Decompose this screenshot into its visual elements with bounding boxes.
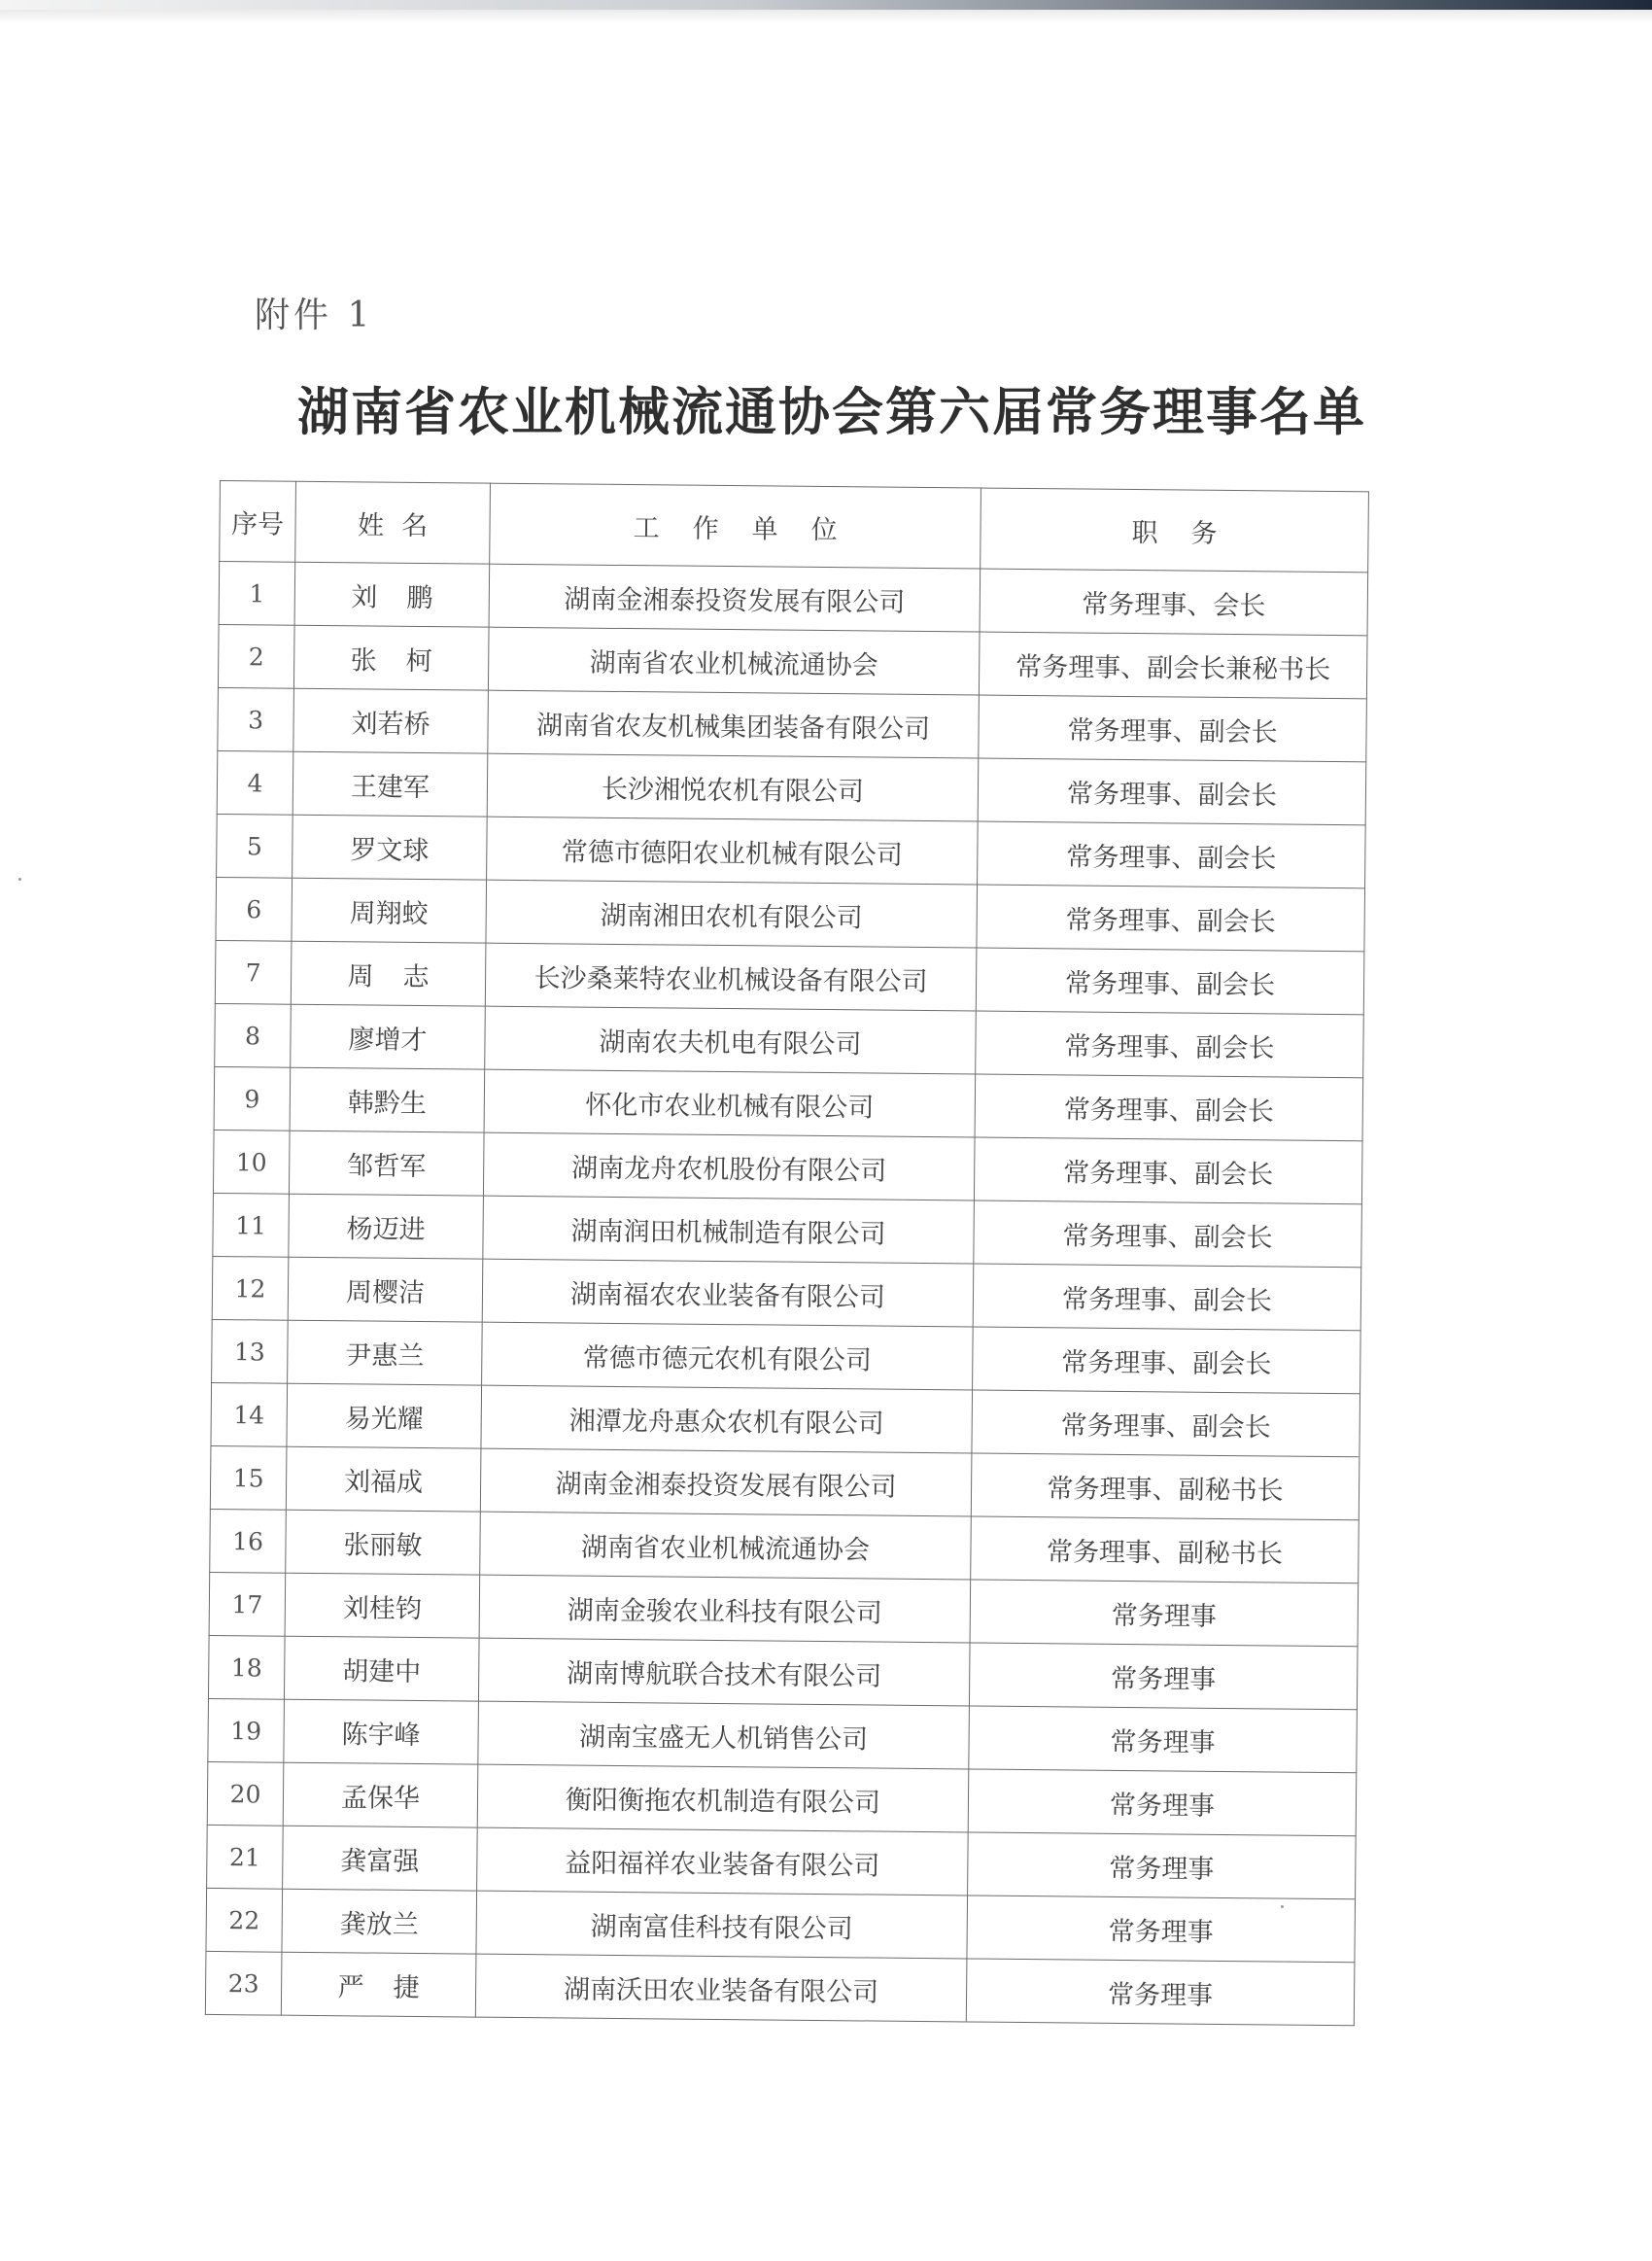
cell-no: 16 xyxy=(210,1509,287,1573)
table-row xyxy=(206,1888,1356,1962)
cell-unit: 湖南金湘泰投资发展有限公司 xyxy=(480,1448,972,1516)
cell-unit: 常德市德元农机有限公司 xyxy=(482,1322,974,1390)
cell-role: 常务理事、会长 xyxy=(980,569,1368,636)
cell-no: 18 xyxy=(208,1635,285,1699)
cell-no: 2 xyxy=(218,624,294,688)
cell-role: 常务理事、副会长 xyxy=(978,758,1366,825)
cell-role: 常务理事、副会长 xyxy=(978,821,1366,888)
cell-role: 常务理事、副会长 xyxy=(972,1390,1360,1457)
cell-name: 刘若桥 xyxy=(293,688,489,753)
table-row xyxy=(211,1382,1360,1456)
cell-role: 常务理事、副会长 xyxy=(975,1074,1363,1141)
cell-no: 4 xyxy=(217,750,293,815)
cell-no: 5 xyxy=(217,814,293,878)
cell-name: 刘桂钧 xyxy=(285,1573,480,1638)
table-body xyxy=(205,562,1367,2026)
cell-name: 胡建中 xyxy=(284,1636,479,1701)
cell-unit: 湘潭龙舟惠众农机有限公司 xyxy=(481,1385,973,1453)
cell-role: 常务理事、副会长 xyxy=(974,1137,1362,1204)
header-no: 序号 xyxy=(220,481,296,563)
cell-name: 孟保华 xyxy=(283,1762,478,1827)
table-row xyxy=(215,1003,1364,1077)
cell-unit: 湖南博航联合技术有限公司 xyxy=(478,1638,970,1706)
table-row xyxy=(207,1761,1357,1835)
cell-unit: 湖南福农农业装备有限公司 xyxy=(482,1259,974,1327)
table-row xyxy=(210,1445,1359,1519)
cell-no: 20 xyxy=(207,1761,284,1826)
cell-role: 常务理事、副会长 xyxy=(974,1200,1362,1268)
scan-speck xyxy=(1281,1905,1284,1908)
table-row xyxy=(214,1066,1363,1140)
cell-role: 常务理事 xyxy=(966,1959,1355,2026)
table-row xyxy=(213,1130,1362,1203)
cell-role: 常务理事 xyxy=(968,1832,1357,1899)
table-row xyxy=(208,1698,1358,1772)
table-row xyxy=(212,1319,1361,1393)
cell-unit: 衡阳衡拖农机制造有限公司 xyxy=(477,1764,969,1832)
header-unit: 工作单位 xyxy=(490,483,981,569)
cell-no: 9 xyxy=(214,1066,291,1130)
cell-name: 廖增才 xyxy=(291,1004,486,1069)
cell-unit: 长沙桑莱特农业机械设备有限公司 xyxy=(485,943,977,1011)
cell-no: 19 xyxy=(208,1698,285,1762)
cell-unit: 湖南农夫机电有限公司 xyxy=(485,1006,977,1074)
cell-unit: 湖南沃田农业装备有限公司 xyxy=(475,1954,967,2022)
cell-name: 张丽敏 xyxy=(286,1510,481,1575)
cell-no: 13 xyxy=(212,1319,289,1383)
cell-name: 龚富强 xyxy=(283,1826,478,1891)
cell-name: 尹惠兰 xyxy=(288,1320,483,1385)
cell-role: 常务理事 xyxy=(967,1896,1356,1963)
cell-no: 10 xyxy=(213,1130,290,1194)
cell-role: 常务理事、副会长 xyxy=(977,885,1365,952)
cell-role: 常务理事 xyxy=(969,1643,1358,1710)
document-title: 湖南省农业机械流通协会第六届常务理事名单 xyxy=(297,383,1366,442)
cell-name: 周樱洁 xyxy=(288,1257,483,1322)
cell-unit: 湖南省农友机械集团装备有限公司 xyxy=(488,690,980,758)
cell-name: 杨迈进 xyxy=(289,1194,484,1259)
cell-name: 邹哲军 xyxy=(289,1130,484,1196)
cell-name: 陈宇峰 xyxy=(284,1699,479,1764)
cell-no: 15 xyxy=(210,1445,287,1510)
table-row xyxy=(218,624,1367,698)
member-table xyxy=(205,480,1369,2026)
cell-name: 严捷 xyxy=(281,1952,476,2017)
table-row xyxy=(212,1256,1361,1330)
cell-unit: 湖南润田机械制造有限公司 xyxy=(483,1196,975,1264)
table-row xyxy=(218,687,1367,761)
cell-no: 11 xyxy=(213,1193,290,1257)
header-name: 姓名 xyxy=(295,481,491,564)
table-row xyxy=(216,877,1365,951)
cell-name: 罗文球 xyxy=(293,815,488,880)
cell-no: 8 xyxy=(215,1003,292,1067)
cell-no: 12 xyxy=(212,1256,289,1320)
cell-name: 龚放兰 xyxy=(282,1889,477,1954)
cell-no: 14 xyxy=(211,1382,288,1446)
table-row xyxy=(210,1509,1359,1583)
member-table-wrapper xyxy=(205,480,1368,2026)
cell-no: 17 xyxy=(209,1572,286,1636)
cell-unit: 湖南宝盛无人机销售公司 xyxy=(478,1701,970,1769)
cell-role: 常务理事、副会长兼秘书长 xyxy=(979,632,1367,699)
cell-name: 易光耀 xyxy=(287,1383,482,1448)
cell-name: 周志 xyxy=(291,941,486,1006)
cell-unit: 湖南金骏农业科技有限公司 xyxy=(479,1575,971,1643)
cell-name: 韩黔生 xyxy=(290,1067,485,1132)
table-row xyxy=(213,1193,1362,1267)
cell-no: 22 xyxy=(206,1888,283,1952)
cell-role: 常务理事、副会长 xyxy=(973,1264,1361,1331)
cell-name: 周翔蛟 xyxy=(292,878,487,943)
cell-role: 常务理事 xyxy=(969,1706,1358,1773)
cell-unit: 怀化市农业机械有限公司 xyxy=(484,1069,976,1137)
table-header-row xyxy=(220,481,1369,573)
table-row xyxy=(217,814,1366,887)
cell-unit: 常德市德阳农业机械有限公司 xyxy=(487,817,979,885)
cell-role: 常务理事 xyxy=(970,1580,1359,1647)
cell-name: 刘福成 xyxy=(286,1446,481,1512)
cell-no: 1 xyxy=(219,562,295,626)
table-row xyxy=(208,1635,1358,1709)
cell-role: 常务理事、副会长 xyxy=(979,695,1367,762)
table-row xyxy=(219,562,1368,636)
cell-role: 常务理事、副会长 xyxy=(976,1011,1364,1078)
cell-unit: 湖南金湘泰投资发展有限公司 xyxy=(489,564,981,632)
cell-role: 常务理事、副秘书长 xyxy=(971,1516,1359,1583)
cell-no: 23 xyxy=(205,1951,282,2015)
cell-unit: 湖南湘田农机有限公司 xyxy=(486,880,978,948)
table-row xyxy=(205,1951,1355,2025)
header-role: 职务 xyxy=(981,488,1369,573)
cell-name: 王建军 xyxy=(293,751,488,817)
table-row xyxy=(209,1572,1359,1646)
cell-unit: 湖南省农业机械流通协会 xyxy=(480,1512,972,1580)
cell-role: 常务理事、副会长 xyxy=(973,1327,1361,1394)
cell-no: 6 xyxy=(216,877,293,941)
cell-unit: 湖南龙舟农机股份有限公司 xyxy=(483,1132,975,1200)
table-row xyxy=(217,750,1366,824)
cell-unit: 长沙湘悦农机有限公司 xyxy=(487,753,979,821)
cell-role: 常务理事、副秘书长 xyxy=(971,1453,1359,1520)
table-row xyxy=(207,1825,1357,1898)
cell-role: 常务理事、副会长 xyxy=(976,948,1364,1015)
cell-no: 21 xyxy=(207,1825,284,1889)
cell-name: 刘鹏 xyxy=(294,562,490,627)
cell-no: 7 xyxy=(215,940,292,1004)
cell-unit: 益阳福祥农业装备有限公司 xyxy=(477,1827,969,1896)
cell-unit: 湖南富佳科技有限公司 xyxy=(476,1891,968,1959)
table-row xyxy=(215,940,1364,1014)
attachment-label: 附件 1 xyxy=(255,296,374,335)
cell-name: 张柯 xyxy=(293,625,489,690)
cell-no: 3 xyxy=(218,687,294,751)
scan-speck xyxy=(18,878,21,881)
cell-role: 常务理事 xyxy=(968,1769,1357,1836)
cell-unit: 湖南省农业机械流通协会 xyxy=(488,627,980,695)
